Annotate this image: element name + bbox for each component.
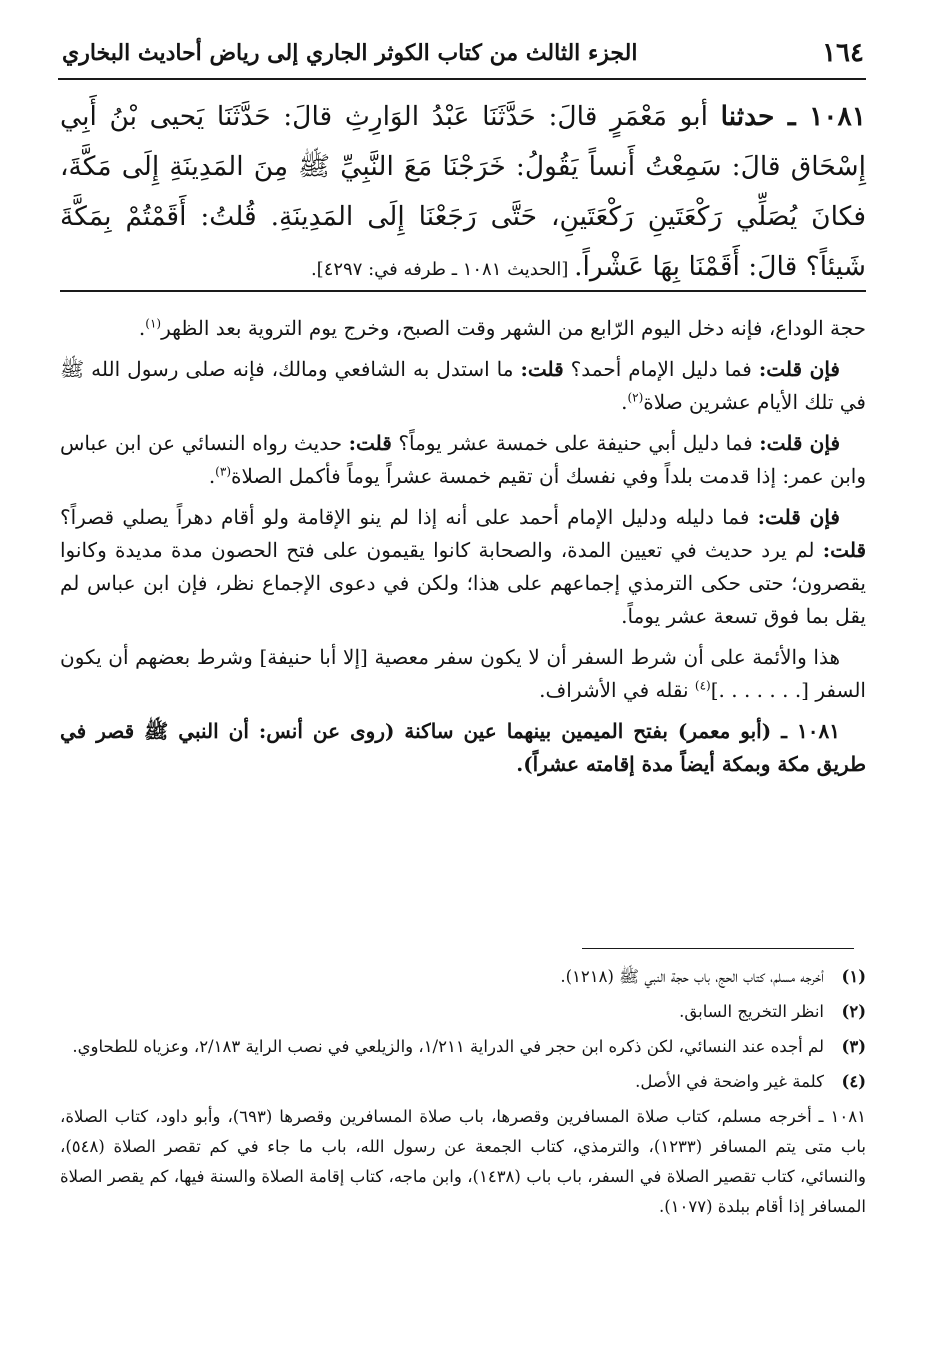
commentary-paragraph — [60, 312, 866, 345]
paragraph-text: حديث رواه النسائي عن ابن عباس وابن عمر: إذا قدمت بلداً وفي نفسك أن تقيم خمسة عشراً يوماً فأكمل الصلاة — [60, 431, 866, 488]
hadith-reference: [الحديث ١٠٨١ ـ طرفه في: ٤٢٩٧]. — [310, 259, 575, 280]
footnote-text: انظر التخريج السابق. — [679, 1002, 824, 1021]
page-number: ١٦٤ — [822, 38, 864, 68]
page-header — [58, 36, 866, 80]
footnote-item — [60, 962, 866, 992]
hadith-number-label: ١٠٨١ ـ حدثنا — [720, 101, 866, 132]
commentary-paragraph — [60, 501, 866, 633]
question-keyword: فإن قلت: — [758, 357, 840, 381]
section-divider — [60, 290, 866, 292]
answer-keyword: قلت: — [348, 431, 392, 455]
paragraph-text: . — [208, 464, 216, 488]
footnote-ref: (١) — [145, 316, 162, 331]
footnote-item — [60, 1032, 866, 1062]
footnote-hadith-takhrij: ١٠٨١ ـ أخرجه مسلم، كتاب صلاة المسافرين وقصرها، باب صلاة المسافرين وقصرها (٦٩٣)، وأبو داود، كتاب الصلاة، باب متى يتم المسافر (١٢٣٣)، والترمذي، كتاب الجمعة عن رسول الله، باب ما جاء في كم تقصر الصلاة (٥٤٨)، والنسائي، كتاب تقصير الصلاة في السفر، باب باب (١٤٣٨)، وابن ماجه، كتاب إقامة الصلاة والسنة فيها، كم يقصر الصلاة المسافر إذا أقام ببلدة (١٠٧٧). — [60, 1107, 866, 1216]
commentary-paragraph — [60, 353, 866, 419]
commentary-paragraph — [60, 427, 866, 493]
footnote-text: لم أجده عند النسائي، لكن ذكره ابن حجر في الدراية ١/٢١١، والزيلعي في نصب الراية ٢/١٨٣، وعزياه للطحاوي. — [72, 1037, 824, 1056]
question-keyword: فإن قلت: — [759, 431, 840, 455]
paragraph-text: نقله في الأشراف. — [539, 678, 695, 702]
commentary-paragraph — [60, 641, 866, 707]
footnote-number: (١) — [841, 967, 866, 986]
footnote-number: (٤) — [841, 1072, 866, 1091]
footnote-text: أخرجه مسلم، كتاب الحج، باب حجة النبي ﷺ (١٢١٨). — [560, 967, 824, 986]
footnote-item — [60, 997, 866, 1027]
paragraph-text: ما استدل به الشافعي ومالك، فإنه صلى رسول الله ﷺ في تلك الأيام عشرين صلاة — [60, 357, 866, 414]
paragraph-text: لم يرد حديث في تعيين المدة، والصحابة كانوا يقيمون على فتح الحصون مدة مديدة وكانوا يقصرون؛ حتى حكى الترمذي إجماعهم على هذا؛ ولكن في دعوى الإجماع نظر، فإن ابن عباس لم يقل بما فوق تسعة عشر يوماً. — [60, 538, 867, 628]
answer-keyword: قلت: — [822, 538, 866, 562]
paragraph-text: فما دليل أبي حنيفة على خمسة عشر يوماً؟ — [391, 431, 760, 455]
question-keyword: فإن قلت: — [757, 505, 840, 529]
hadith-body: أبو مَعْمَرٍ قالَ: حَدَّثَنَا عَبْدُ الوَارِثِ قالَ: حَدَّثَنَا يَحيى بْنُ أَبِي إِسْحَاق قالَ: سَمِعْتُ أَنساً يَقُولُ: خَرَجْنَا مَعَ النَّبِيِّ ﷺ مِنَ المَدِينَةِ إِلَى مَكَّةَ، فكانَ يُصَلِّي رَكْعَتَينِ رَكْعَتَينِ، حَتَّى رَجَعْنَا إِلَى المَدِينَةِ. قُلتُ: أَقَمْتُمْ بِمَكَّةَ شَيئاً؟ قالَ: أَقَمْنَا بِهَا عَشْراً. — [60, 101, 866, 282]
hadith-commentary-paragraph: ١٠٨١ ـ (أبو معمر) بفتح الميمين بينهما عين ساكنة (روى عن أنس: أن النبي ﷺ قصر في طريق مكة وبمكة أيضاً مدة إقامته عشراً). — [60, 719, 866, 776]
footnote-ref: (٢) — [627, 390, 644, 405]
footnote-item — [60, 1067, 866, 1097]
answer-keyword: قلت: — [520, 357, 564, 381]
footnotes-block — [60, 962, 866, 1222]
footnote-divider — [582, 948, 854, 949]
paragraph-text: . — [138, 316, 146, 340]
footnote-number: (٢) — [841, 1002, 866, 1021]
commentary-block — [60, 312, 866, 789]
running-title: الجزء الثالث من كتاب الكوثر الجاري إلى رياض أحاديث البخاري — [62, 40, 638, 66]
paragraph-text: . — [621, 390, 628, 414]
paragraph-text: فما دليل الإمام أحمد؟ — [563, 357, 759, 381]
paragraph-text: هذا والأئمة على أن شرط السفر أن لا يكون سفر معصية [إلا أبا حنيفة] وشرط بعضهم أن يكون السفر [. . . . . . .] — [60, 645, 866, 702]
paragraph-text: حجة الوداع، فإنه دخل اليوم الرّابع من الشهر وقت الصبح، وخرج يوم التروية بعد الظهر — [161, 316, 866, 340]
paragraph-text: فما دليله ودليل الإمام أحمد على أنه إذا لم ينو الإقامة ولو أقام دهراً يصلي قصراً؟ — [60, 505, 758, 529]
hadith-text-block — [60, 92, 866, 295]
footnote-ref: (٤) — [694, 678, 711, 693]
footnote-text: كلمة غير واضحة في الأصل. — [635, 1072, 824, 1091]
footnote-ref: (٣) — [215, 464, 231, 479]
footnote-number: (٣) — [841, 1037, 866, 1056]
